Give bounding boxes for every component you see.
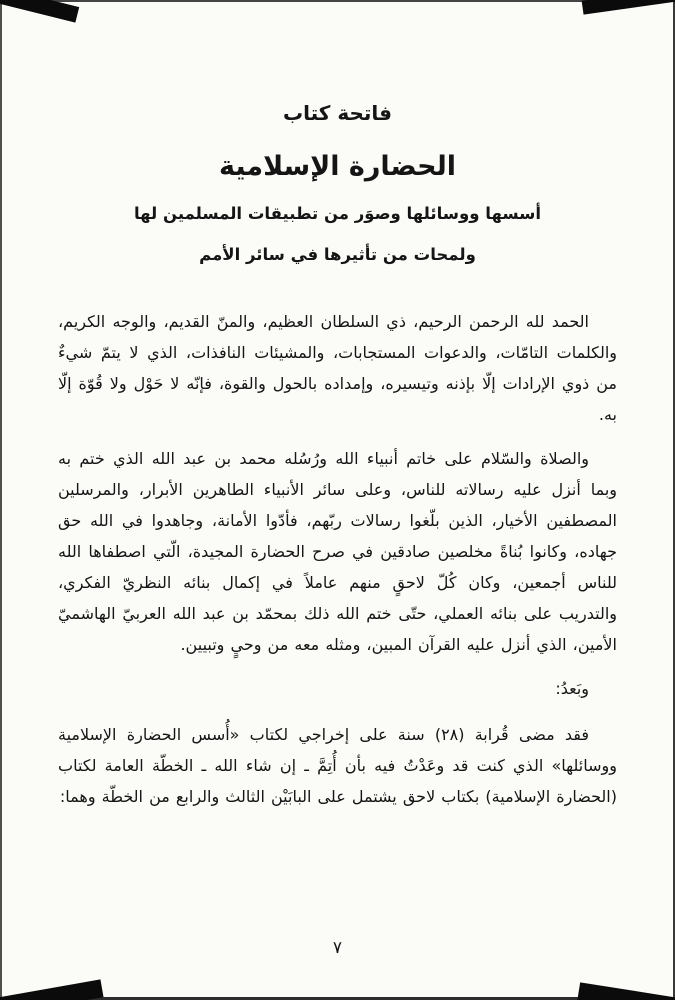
section-kicker: فاتحة كتاب [282, 101, 393, 125]
paragraph-introduction: فقد مضى قُرابة (٢٨) سنة على إخراجي لكتاب «أُسس الحضارة الإسلامية ووسائلها» الذي كنت قد وعَدْتُ فيه بأن أُتِمَّ ـ إن شاء الله ـ الخطّة العامة لكتاب (الحضارة الإسلامية) بكتاب لاحق يشتمل على البابَيْن الثالث والرابع من الخطّة وهما: [58, 725, 617, 806]
paragraph-praise: الحمد لله الرحمن الرحيم، ذي السلطان العظيم، والمنّ القديم، والوجه الكريم، والكلمات التامّات، والدعوات المستجابات، والمشيئات النافذات، الذي لا يتمّ شيءٌ من ذوي الإرادات إلّا بإذنه وتيسيره، وإمداده بالحول والقوة، فإنّه لا حَوْل ولا قُوّة إلّا به. [58, 312, 617, 424]
book-subtitle-line-1: أسسها ووسائلها وصوَر من تطبيقات المسلمين لها [133, 204, 542, 223]
book-subtitle-line-2: ولمحات من تأثيرها في سائر الأمم [199, 245, 476, 264]
paragraph-salutation: والصلاة والسّلام على خاتم أنبياء الله ورُسُله محمد بن عبد الله الذي ختم به وبما أنزل عليه رسالاته للناس، وعلى سائر الأنبياء الطاهرين الأبرار، والمرسلين المصطفين الأخيار، الذين بلّغوا رسالات ربّهم، فأدّوا الأمانة، وجاهدوا في الله حق جهاده، وكانوا بُناةً مخلصين صادقين في صرح الحضارة المجيدة، الّتي اصطفاها الله للناس أجمعين، وكان كُلّ لاحقٍ منهم عاملاً في إكمال بنائه النظريّ الفكري، والتدريب على بنائه العملي، حتّى ختم الله ذلك بمحمّد بن عبد الله العربيّ الهاشميّ الأمين، الذي أنزل عليه القرآن المبين، ومثله معه من وحيٍ وتبيين. [58, 449, 617, 654]
book-title: الحضارة الإسلامية [218, 151, 456, 182]
page-number: ٧ [332, 938, 343, 958]
body-text-block [58, 306, 617, 812]
paragraph-transition: وبَعدُ: [555, 679, 589, 698]
